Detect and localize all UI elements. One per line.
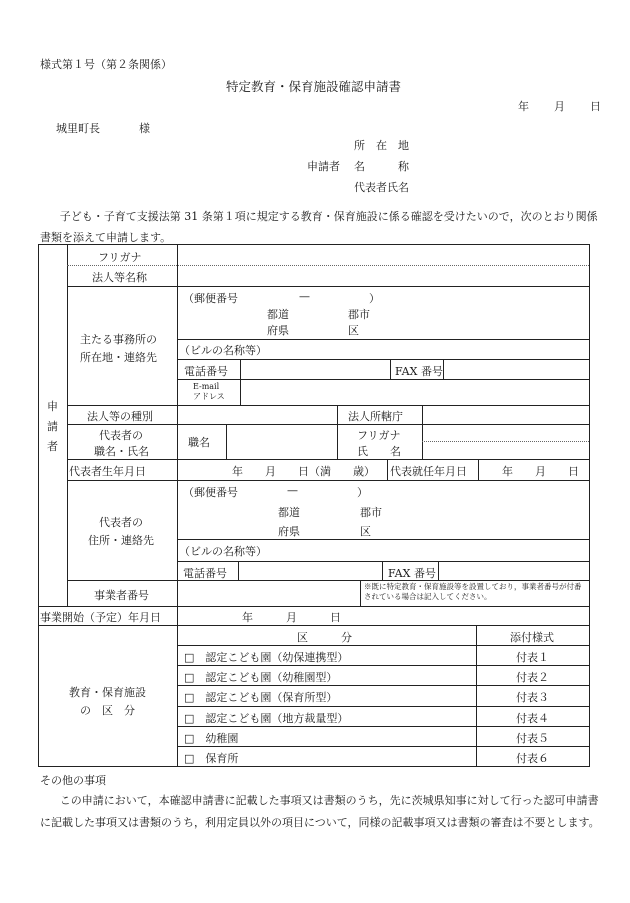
form-number: 様式第１号（第２条関係） xyxy=(40,58,172,71)
office-label-1: 主たる事務所の xyxy=(80,333,157,346)
applicant-rep-label: 代表者氏名 xyxy=(354,181,409,194)
facility-attach-5: 付表５ xyxy=(516,732,549,745)
todofuken-1: 都道 xyxy=(267,308,289,321)
applicant-name-label: 名 称 xyxy=(354,160,409,173)
other-body: この申請において，本確認申請書に記載した事項又は書類のうち，先に茨城県知事に対して行った認可申請書に記載した事項又は書類のうち，利用定員以外の項目について，同様の記載事項又は書類の審査は不要とします。 xyxy=(40,794,600,829)
furigana-label: フリガナ xyxy=(98,251,142,264)
postal-close: ） xyxy=(369,292,380,305)
rep-furigana-label: フリガナ xyxy=(357,429,401,442)
rep-todofuken-1: 都道 xyxy=(278,506,300,519)
other-label: その他の事項 xyxy=(40,774,106,787)
office-label-2: 所在地・連絡先 xyxy=(80,351,157,364)
facility-option-5[interactable]: □ 幼稚園 xyxy=(184,732,239,745)
rep-addr-label-2: 住所・連絡先 xyxy=(88,534,154,547)
start-date-label: 事業開始（予定）年月日 xyxy=(40,611,161,624)
date-month[interactable]: 月 xyxy=(554,100,565,113)
facility-option-2[interactable]: □ 認定こども園（幼稚園型） xyxy=(184,671,338,684)
rep-postal-dash: — xyxy=(287,484,298,497)
postal-dash: — xyxy=(299,290,310,303)
addressee-suffix: 様 xyxy=(139,122,150,135)
rep-tel-label: 電話番号 xyxy=(183,567,227,580)
operator-no-label: 事業者番号 xyxy=(94,589,149,602)
email-field[interactable] xyxy=(242,381,587,404)
side-label-1: 申 xyxy=(47,400,58,413)
furigana-separator xyxy=(67,265,589,266)
facility-label-1: 教育・保育施設 xyxy=(69,686,146,699)
rep-start-fill[interactable]: 年 月 日 xyxy=(502,465,579,478)
rep-todofuken-2: 府県 xyxy=(278,525,300,538)
facility-option-6[interactable]: □ 保育所 xyxy=(184,752,239,765)
facility-attach-6: 付表６ xyxy=(516,752,549,765)
office-tel-field[interactable] xyxy=(242,361,388,378)
facility-attach-2: 付表２ xyxy=(516,671,549,684)
operator-no-field[interactable] xyxy=(179,582,358,605)
intro-paragraph: 子ども・子育て支援法第 31 条第１項に規定する教育・保育施設に係る確認を受けたいので，次のとおり関係書類を添えて申請します。 xyxy=(40,210,598,244)
email-label-2: アドレス xyxy=(193,392,225,401)
job-title-label: 職名 xyxy=(188,436,210,449)
rep-furigana-separator xyxy=(422,441,589,442)
rep-title-label-1: 代表者の xyxy=(99,429,143,442)
postal-label: （郵便番号 xyxy=(183,292,238,305)
rep-birth-fill[interactable]: 年 月 日（満 歳） xyxy=(232,465,375,478)
rep-building-label: （ビルの名称等） xyxy=(179,545,267,558)
facility-attach-3: 付表３ xyxy=(516,691,549,704)
rep-ku: 区 xyxy=(360,525,371,538)
corp-office-field[interactable] xyxy=(424,407,587,423)
corp-type-label: 法人等の種別 xyxy=(87,410,153,423)
rep-postal-close: ） xyxy=(357,486,368,499)
rep-name-label: 氏 名 xyxy=(357,445,401,458)
facility-col-attach: 添付様式 xyxy=(510,631,554,644)
corp-name-label: 法人等名称 xyxy=(92,271,147,284)
corp-name-field[interactable] xyxy=(179,267,587,285)
ku: 区 xyxy=(348,324,359,337)
facility-option-4[interactable]: □ 認定こども園（地方裁量型） xyxy=(184,712,349,725)
rep-addr-label-1: 代表者の xyxy=(99,516,143,529)
facility-attach-1: 付表１ xyxy=(516,651,549,664)
facility-option-1[interactable]: □ 認定こども園（幼保連携型） xyxy=(184,651,349,664)
side-label-3: 者 xyxy=(47,440,58,453)
tel-label: 電話番号 xyxy=(184,365,228,378)
page-title: 特定教育・保育施設確認申請書 xyxy=(226,79,402,94)
operator-note: ※既に特定教育・保育施設等を設置しており，事業者番号が付番されている場合は記入してください。 xyxy=(364,582,582,601)
rep-fax-label: FAX 番号 xyxy=(388,567,436,580)
todofuken-2: 府県 xyxy=(267,324,289,337)
rep-title-label-2: 職名・氏名 xyxy=(94,445,149,458)
rep-gun-shi: 郡市 xyxy=(360,506,382,519)
rep-birth-label: 代表者生年月日 xyxy=(69,465,146,478)
applicant-address-label: 所 在 地 xyxy=(354,139,409,152)
rep-fax-field[interactable] xyxy=(440,563,587,579)
job-title-field[interactable] xyxy=(228,426,335,458)
gun-shi: 郡市 xyxy=(348,308,370,321)
facility-col-kubun: 区 分 xyxy=(297,631,352,644)
corp-type-field[interactable] xyxy=(179,407,335,423)
date-year[interactable]: 年 xyxy=(518,100,529,113)
start-date-fill[interactable]: 年 月 日 xyxy=(242,611,341,624)
side-label-2: 請 xyxy=(47,420,58,433)
rep-start-label: 代表就任年月日 xyxy=(390,465,467,478)
applicant-label: 申請者 xyxy=(307,160,340,173)
facility-option-3[interactable]: □ 認定こども園（保育所型） xyxy=(184,691,338,704)
email-label-1: E-mail xyxy=(193,382,220,391)
corp-office-label: 法人所轄庁 xyxy=(348,410,403,423)
fax-label: FAX 番号 xyxy=(395,365,443,378)
rep-tel-field[interactable] xyxy=(240,563,380,579)
facility-label-2: の 区 分 xyxy=(80,704,135,717)
facility-attach-4: 付表４ xyxy=(516,712,549,725)
addressee: 城里町長 xyxy=(56,122,100,135)
rep-postal-label: （郵便番号 xyxy=(183,486,238,499)
building-label: （ビルの名称等） xyxy=(179,344,267,357)
rep-name-field[interactable] xyxy=(424,443,587,458)
office-fax-field[interactable] xyxy=(445,361,587,378)
date-day[interactable]: 日 xyxy=(590,100,601,113)
